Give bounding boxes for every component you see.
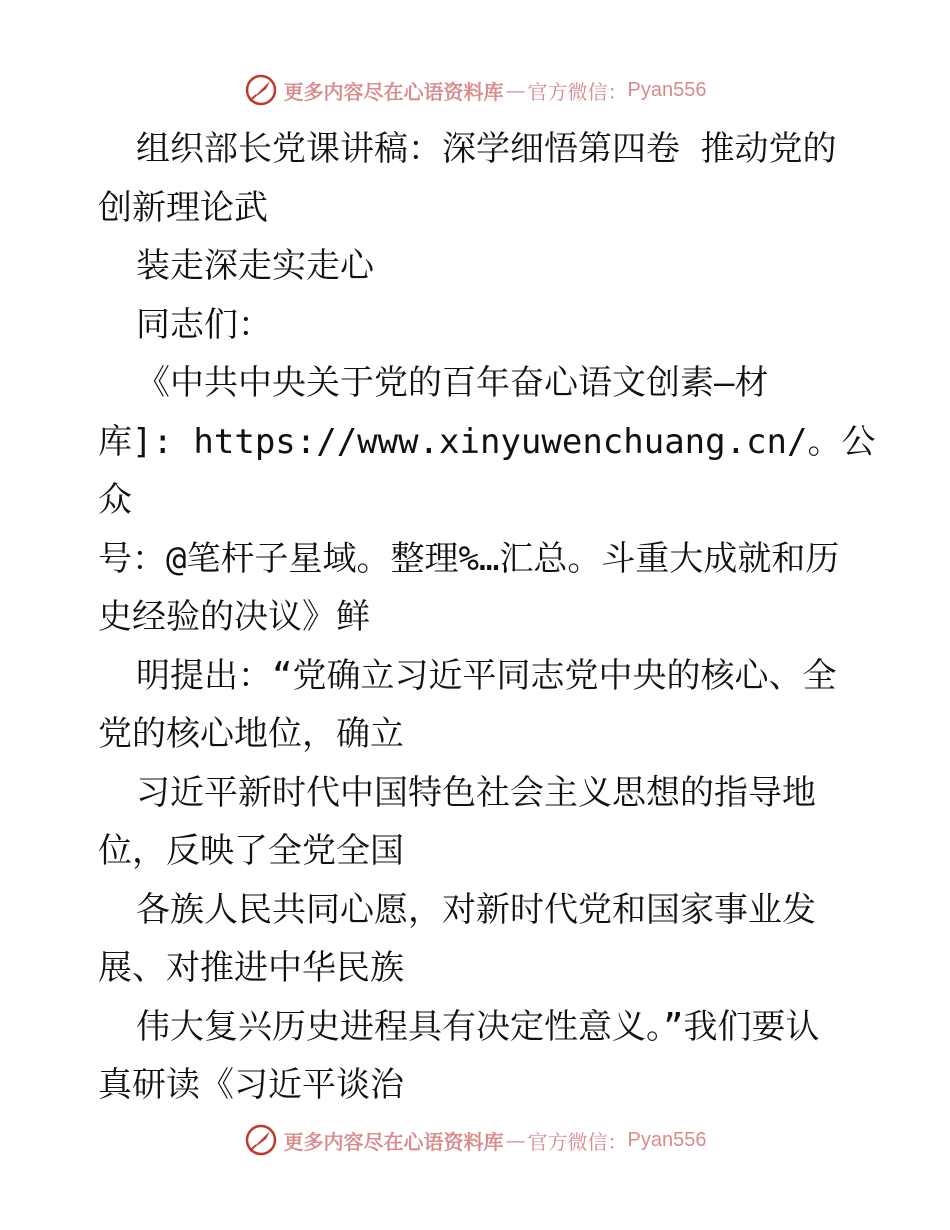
watermark-text: 更多内容尽在心语资料库	[283, 1129, 504, 1154]
watermark-id: Pyan556	[627, 1128, 707, 1151]
text-line: 库]: https://www.xinyuwenchuang.cn/。公众	[98, 421, 876, 520]
text-line: 组织部长党课讲稿：深学细悟第四卷 推动党的	[136, 129, 837, 169]
text-line: 习近平新时代中国特色社会主义思想的指导地	[136, 772, 816, 813]
text-line: 创新理论武	[98, 187, 268, 228]
watermark-dash: —	[505, 1128, 526, 1152]
watermark-official: 官方微信：	[527, 79, 628, 104]
watermark-text: 更多内容尽在心语资料库	[283, 79, 504, 104]
watermark-official: 官方微信：	[527, 1129, 628, 1154]
text-line: 史经验的决议》鲜	[98, 597, 370, 637]
watermark-id: Pyan556	[627, 78, 707, 101]
header-watermark	[0, 70, 950, 110]
quill-logo-icon	[244, 1123, 278, 1157]
text-line: 号：@笔杆子星域。整理%…汇总。斗重大成就和历	[98, 538, 840, 579]
text-line: 真研读《习近平谈治	[98, 1065, 404, 1105]
text-line: 明提出：“党确立习近平同志党中央的核心、全	[136, 655, 837, 696]
text-line: 伟大复兴历史进程具有决定性意义。”我们要认	[136, 1006, 820, 1047]
text-line: 展、对推进中华民族	[98, 948, 404, 988]
text-line: 位，反映了全党全国	[98, 831, 404, 871]
text-line: 同志们：	[136, 304, 272, 345]
document-body	[98, 120, 898, 1115]
text-line: 各族人民共同心愿，对新时代党和国家事业发	[136, 889, 816, 930]
footer-watermark	[0, 1120, 950, 1160]
text-line: 装走深走实走心	[136, 246, 374, 286]
quill-logo-icon	[244, 73, 278, 107]
text-line: 《中共中央关于党的百年奋心语文创素—材	[136, 363, 769, 403]
text-line: 党的核心地位，确立	[98, 714, 404, 754]
watermark-dash: —	[505, 78, 526, 102]
